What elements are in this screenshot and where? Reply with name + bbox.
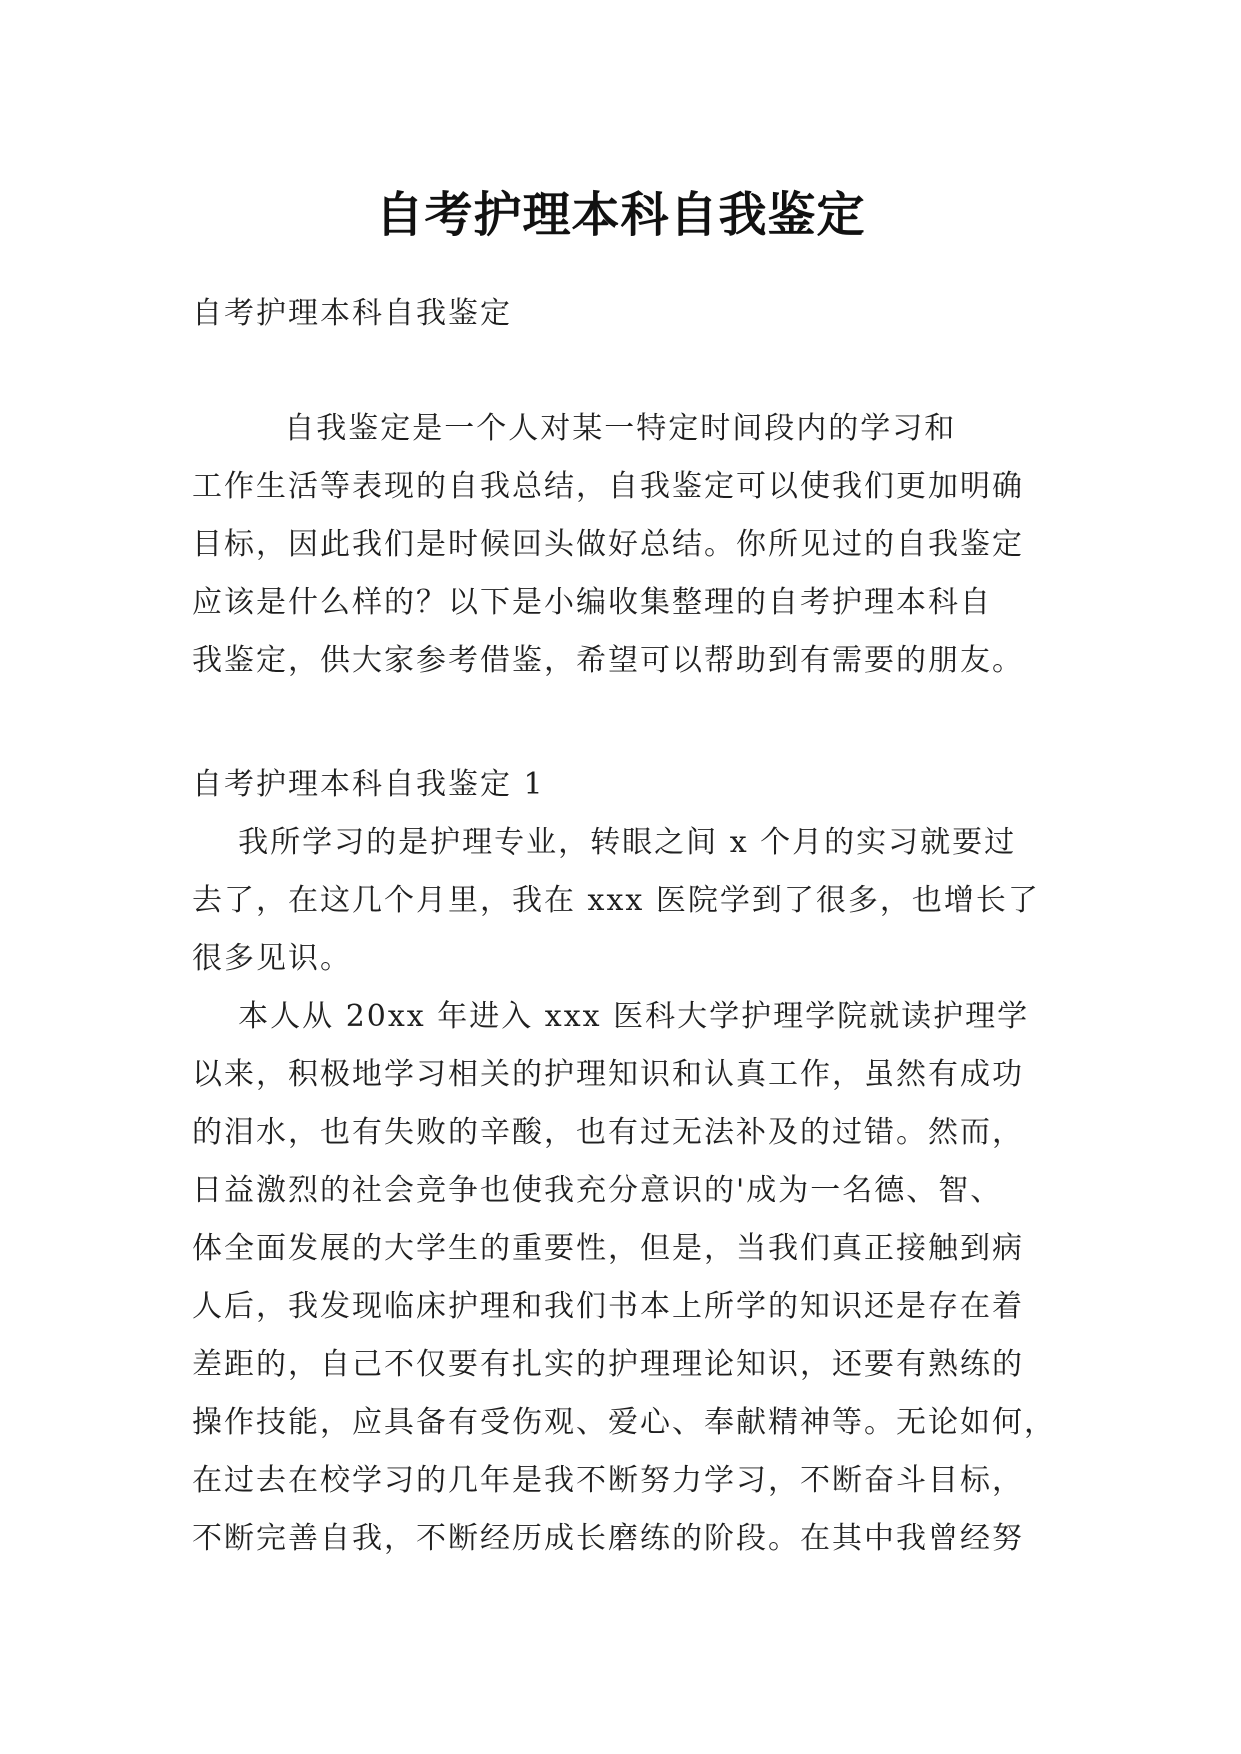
section-1-paragraph-2-line: 差距的，自己不仅要有扎实的护理理论知识，还要有熟练的 [192, 1347, 1024, 1382]
section-1-paragraph-2-line: 在过去在校学习的几年是我不断努力学习，不断奋斗目标， [192, 1463, 1024, 1498]
section-1-paragraph-2-line: 以来，积极地学习相关的护理知识和认真工作，虽然有成功 [192, 1057, 1024, 1092]
intro-line: 自我鉴定是一个人对某一特定时间段内的学习和 [192, 411, 957, 446]
section-1-paragraph-1-line: 很多见识。 [192, 941, 352, 976]
section-1-paragraph-2-line: 日益激烈的社会竞争也使我充分意识的'成为一名德、智、 [192, 1173, 1003, 1208]
intro-line: 应该是什么样的？以下是小编收集整理的自考护理本科自 [192, 585, 992, 620]
section-1-paragraph-2-line: 人后，我发现临床护理和我们书本上所学的知识还是存在着 [192, 1289, 1024, 1324]
section-1-paragraph-2-line: 体全面发展的大学生的重要性，但是，当我们真正接触到病 [192, 1231, 1024, 1266]
section-1-paragraph-2-line: 的泪水，也有失败的辛酸，也有过无法补及的过错。然而， [192, 1115, 1024, 1150]
section-heading: 自考护理本科自我鉴定 1 [192, 767, 545, 802]
section-1-paragraph-2-line: 操作技能，应具备有受伤观、爱心、奉献精神等。无论如何， [192, 1405, 1056, 1440]
intro-line: 工作生活等表现的自我总结，自我鉴定可以使我们更加明确 [192, 469, 1024, 504]
intro-line: 我鉴定，供大家参考借鉴，希望可以帮助到有需要的朋友。 [192, 643, 1024, 678]
intro-line: 目标，因此我们是时候回头做好总结。你所见过的自我鉴定 [192, 527, 1024, 562]
document-title: 自考护理本科自我鉴定 [375, 187, 866, 244]
intro-paragraph [192, 400, 1072, 690]
section-1-paragraph-2-line: 不断完善自我，不断经历成长磨练的阶段。在其中我曾经努 [192, 1521, 1024, 1556]
section-1-paragraph-2-line: 本人从 20xx 年进入 xxx 医科大学护理学院就读护理学 [192, 999, 1030, 1034]
section-1-paragraph-1-line: 去了，在这几个月里，我在 xxx 医院学到了很多，也增长了 [192, 883, 1040, 918]
section-1-paragraph-1-line: 我所学习的是护理专业，转眼之间 x 个月的实习就要过 [192, 825, 1017, 860]
subtitle-text: 自考护理本科自我鉴定 [192, 296, 512, 331]
document-subtitle [192, 285, 1072, 343]
section-1 [192, 756, 1072, 1568]
